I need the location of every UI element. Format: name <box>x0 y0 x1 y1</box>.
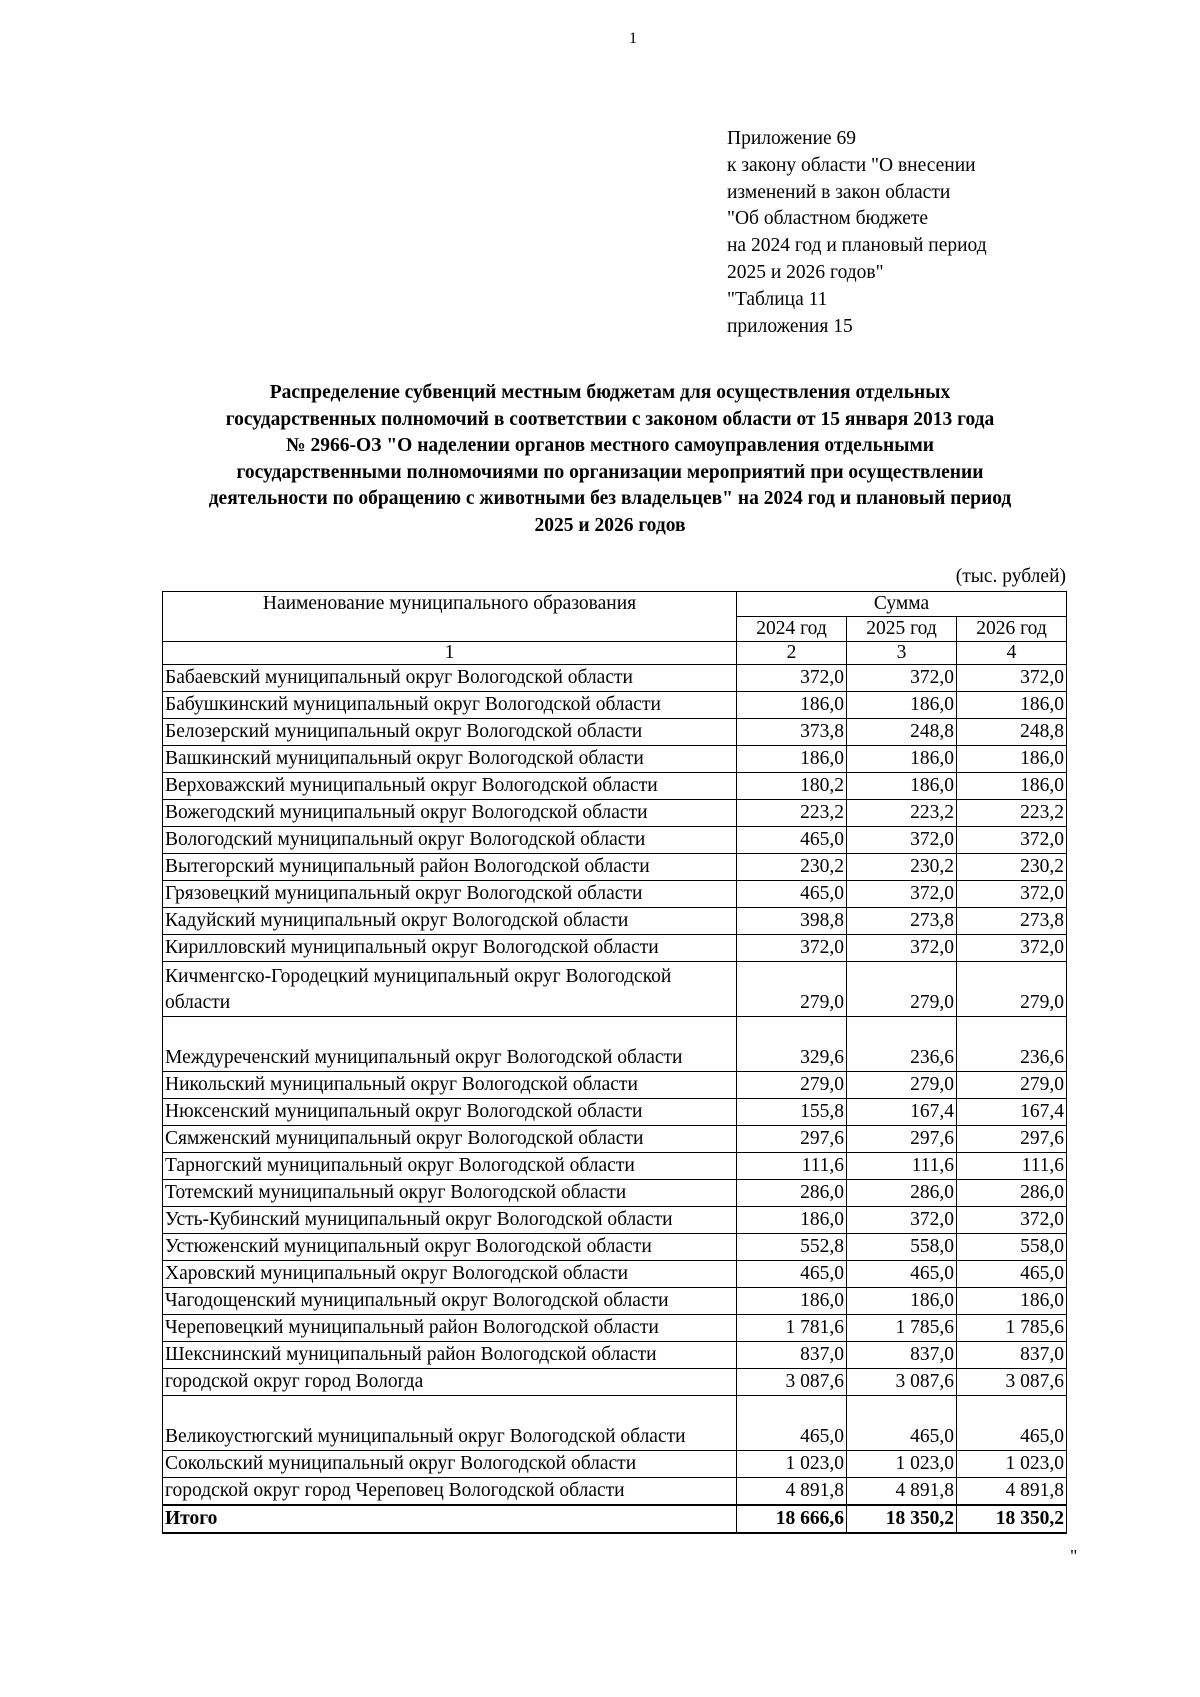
row-value-2024: 465,0 <box>737 827 847 854</box>
table-row <box>163 1153 1067 1180</box>
annex-line: Приложение 69 <box>727 128 857 149</box>
title-line: деятельности по обращению с животными без владельцев" на 2024 год и плановый период <box>208 488 1012 509</box>
total-label: Итого <box>163 1505 737 1533</box>
table-row <box>163 1451 1067 1478</box>
row-value-2025: 248,8 <box>847 719 957 746</box>
column-number: 2 <box>737 642 847 665</box>
row-name: Вологодский муниципальный округ Вологодской области <box>163 827 737 854</box>
row-value-2025: 167,4 <box>847 1099 957 1126</box>
row-value-2024: 279,0 <box>737 962 847 1017</box>
header-name-col: Наименование муниципального образования <box>163 592 737 642</box>
table-row <box>163 719 1067 746</box>
annex-line: приложения 15 <box>727 315 853 337</box>
row-value-2025: 372,0 <box>847 665 957 692</box>
row-value-2025: 186,0 <box>847 1288 957 1315</box>
row-value-2025: 372,0 <box>847 935 957 962</box>
table-row <box>163 692 1067 719</box>
row-name: Харовский муниципальный округ Вологодской области <box>163 1261 737 1288</box>
page-mark: 1 <box>629 30 637 47</box>
row-value-2026: 372,0 <box>957 1207 1067 1234</box>
row-value-2025: 230,2 <box>847 854 957 881</box>
row-value-2026: 372,0 <box>957 935 1067 962</box>
row-value-2024: 552,8 <box>737 1234 847 1261</box>
row-name: Бабушкинский муниципальный округ Вологодской области <box>163 692 737 719</box>
title-line: Распределение субвенций местным бюджетам для осуществления отдельных <box>269 382 951 403</box>
row-name: Великоустюгский муниципальный округ Вологодской области <box>163 1396 737 1451</box>
annex-line: на 2024 год и плановый период <box>727 235 987 257</box>
table-row <box>163 1369 1067 1396</box>
row-value-2026: 1 023,0 <box>957 1451 1067 1478</box>
title-line: государственных полномочий в соответствии с законом области от 15 января 2013 года <box>225 408 995 430</box>
units-label: (тыс. рублей) <box>955 566 1066 587</box>
table-row <box>163 1342 1067 1369</box>
row-value-2025: 837,0 <box>847 1342 957 1369</box>
table-row <box>163 1017 1067 1072</box>
row-value-2025: 111,6 <box>847 1153 957 1180</box>
row-value-2025: 372,0 <box>847 827 957 854</box>
annex-line: к закону области "О внесении <box>727 154 976 176</box>
row-name: Чагодощенский муниципальный округ Вологодской области <box>163 1288 737 1315</box>
total-2025: 18 350,2 <box>847 1505 957 1533</box>
row-value-2026: 186,0 <box>957 746 1067 773</box>
row-value-2024: 1 781,6 <box>737 1315 847 1342</box>
row-name: Междуреченский муниципальный округ Вологодской области <box>163 1017 737 1072</box>
row-value-2024: 465,0 <box>737 1396 847 1451</box>
row-value-2026: 465,0 <box>957 1261 1067 1288</box>
row-value-2025: 186,0 <box>847 692 957 719</box>
row-value-2025: 186,0 <box>847 746 957 773</box>
row-value-2025: 3 087,6 <box>847 1369 957 1396</box>
row-name: Вытегорский муниципальный район Вологодской области <box>163 854 737 881</box>
title-line: № 2966-ОЗ "О наделении органов местного самоуправления отдельными <box>286 435 934 456</box>
row-name: Усть-Кубинский муниципальный округ Вологодской области <box>163 1207 737 1234</box>
row-value-2024: 837,0 <box>737 1342 847 1369</box>
row-value-2026: 111,6 <box>957 1153 1067 1180</box>
row-value-2026: 236,6 <box>957 1017 1067 1072</box>
column-numbers-row <box>163 642 1067 665</box>
table-row <box>163 1072 1067 1099</box>
title-line: государственными полномочиями по организации мероприятий при осуществлении <box>236 461 984 483</box>
row-value-2024: 155,8 <box>737 1099 847 1126</box>
row-value-2025: 286,0 <box>847 1180 957 1207</box>
table-row <box>163 908 1067 935</box>
row-name: Грязовецкий муниципальный округ Вологодской области <box>163 881 737 908</box>
row-value-2026: 372,0 <box>957 665 1067 692</box>
row-value-2025: 372,0 <box>847 1207 957 1234</box>
row-value-2024: 4 891,8 <box>737 1478 847 1506</box>
total-row <box>163 1505 1067 1533</box>
row-name: Верховажский муниципальный округ Вологодской области <box>163 773 737 800</box>
row-value-2026: 1 785,6 <box>957 1315 1067 1342</box>
table-row <box>163 773 1067 800</box>
row-value-2026: 372,0 <box>957 827 1067 854</box>
row-name: городской округ город Вологда <box>163 1369 737 1396</box>
row-value-2024: 465,0 <box>737 1261 847 1288</box>
row-value-2025: 465,0 <box>847 1261 957 1288</box>
table-row <box>163 1180 1067 1207</box>
row-value-2026: 372,0 <box>957 881 1067 908</box>
row-value-2025: 4 891,8 <box>847 1478 957 1506</box>
table-row <box>163 935 1067 962</box>
row-name: Никольский муниципальный округ Вологодской области <box>163 1072 737 1099</box>
header-year-2025: 2025 год <box>847 617 957 642</box>
row-value-2026: 186,0 <box>957 1288 1067 1315</box>
row-value-2026: 286,0 <box>957 1180 1067 1207</box>
row-value-2025: 297,6 <box>847 1126 957 1153</box>
row-value-2024: 111,6 <box>737 1153 847 1180</box>
row-value-2025: 465,0 <box>847 1396 957 1451</box>
row-value-2025: 1 023,0 <box>847 1451 957 1478</box>
row-value-2024: 297,6 <box>737 1126 847 1153</box>
row-value-2024: 186,0 <box>737 1288 847 1315</box>
row-value-2024: 223,2 <box>737 800 847 827</box>
row-name: Нюксенский муниципальный округ Вологодской области <box>163 1099 737 1126</box>
row-value-2026: 223,2 <box>957 800 1067 827</box>
table-row <box>163 1261 1067 1288</box>
row-value-2024: 186,0 <box>737 1207 847 1234</box>
row-value-2024: 372,0 <box>737 665 847 692</box>
row-name: Бабаевский муниципальный округ Вологодской области <box>163 665 737 692</box>
table-row <box>163 1234 1067 1261</box>
table-row <box>163 827 1067 854</box>
row-value-2026: 273,8 <box>957 908 1067 935</box>
row-value-2024: 398,8 <box>737 908 847 935</box>
table-row <box>163 746 1067 773</box>
row-value-2024: 286,0 <box>737 1180 847 1207</box>
row-value-2024: 180,2 <box>737 773 847 800</box>
table-row <box>163 854 1067 881</box>
row-value-2024: 329,6 <box>737 1017 847 1072</box>
closing-quote: " <box>1070 1546 1078 1566</box>
row-value-2024: 465,0 <box>737 881 847 908</box>
row-name: Вожегодский муниципальный округ Вологодской области <box>163 800 737 827</box>
row-name: Кирилловский муниципальный округ Вологодской области <box>163 935 737 962</box>
table-row <box>163 1099 1067 1126</box>
row-value-2024: 1 023,0 <box>737 1451 847 1478</box>
row-value-2026: 230,2 <box>957 854 1067 881</box>
document-title <box>150 380 1070 539</box>
row-value-2025: 186,0 <box>847 773 957 800</box>
row-value-2026: 837,0 <box>957 1342 1067 1369</box>
row-value-2026: 558,0 <box>957 1234 1067 1261</box>
row-value-2026: 279,0 <box>957 962 1067 1017</box>
row-value-2024: 279,0 <box>737 1072 847 1099</box>
annex-line: "Таблица 11 <box>727 288 828 310</box>
header-sum-col: Сумма <box>737 592 1067 617</box>
row-value-2025: 372,0 <box>847 881 957 908</box>
row-value-2024: 186,0 <box>737 692 847 719</box>
table-row <box>163 1478 1067 1506</box>
table-header-row <box>163 592 1067 617</box>
annex-note <box>727 126 987 340</box>
row-value-2026: 297,6 <box>957 1126 1067 1153</box>
row-value-2025: 279,0 <box>847 1072 957 1099</box>
row-name: Кадуйский муниципальный округ Вологодской области <box>163 908 737 935</box>
row-value-2026: 4 891,8 <box>957 1478 1067 1506</box>
row-name: городской округ город Череповец Вологодской области <box>163 1478 737 1506</box>
row-value-2024: 372,0 <box>737 935 847 962</box>
title-line: 2025 и 2026 годов <box>534 514 686 536</box>
table-row <box>163 800 1067 827</box>
row-name: Череповецкий муниципальный район Вологодской области <box>163 1315 737 1342</box>
row-name: Кичменгско-Городецкий муниципальный округ Вологодской области <box>163 962 737 1017</box>
row-value-2025: 1 785,6 <box>847 1315 957 1342</box>
table-row <box>163 1126 1067 1153</box>
row-value-2025: 279,0 <box>847 962 957 1017</box>
total-2026: 18 350,2 <box>957 1505 1067 1533</box>
row-name: Вашкинский муниципальный округ Вологодской области <box>163 746 737 773</box>
total-2024: 18 666,6 <box>737 1505 847 1533</box>
row-value-2026: 167,4 <box>957 1099 1067 1126</box>
table-row <box>163 962 1067 1017</box>
annex-line: изменений в закон области <box>727 181 951 203</box>
annex-line: "Об областном бюджете <box>727 208 929 230</box>
row-value-2025: 273,8 <box>847 908 957 935</box>
row-value-2026: 279,0 <box>957 1072 1067 1099</box>
row-value-2024: 373,8 <box>737 719 847 746</box>
row-value-2026: 465,0 <box>957 1396 1067 1451</box>
row-value-2025: 558,0 <box>847 1234 957 1261</box>
row-value-2025: 236,6 <box>847 1017 957 1072</box>
row-value-2026: 3 087,6 <box>957 1369 1067 1396</box>
table-row <box>163 1315 1067 1342</box>
row-value-2026: 186,0 <box>957 773 1067 800</box>
row-name: Белозерский муниципальный округ Вологодской области <box>163 719 737 746</box>
annex-line: 2025 и 2026 годов" <box>727 261 884 283</box>
table-row <box>163 881 1067 908</box>
table-row <box>163 1288 1067 1315</box>
row-value-2025: 223,2 <box>847 800 957 827</box>
table-row <box>163 665 1067 692</box>
row-name: Устюженский муниципальный округ Вологодской области <box>163 1234 737 1261</box>
row-value-2024: 3 087,6 <box>737 1369 847 1396</box>
header-year-2026: 2026 год <box>957 617 1067 642</box>
row-value-2024: 230,2 <box>737 854 847 881</box>
header-year-2024: 2024 год <box>737 617 847 642</box>
row-value-2026: 248,8 <box>957 719 1067 746</box>
column-number: 3 <box>847 642 957 665</box>
table-row <box>163 1396 1067 1451</box>
row-value-2026: 186,0 <box>957 692 1067 719</box>
row-name: Шекснинский муниципальный район Вологодской области <box>163 1342 737 1369</box>
row-name: Тотемский муниципальный округ Вологодской области <box>163 1180 737 1207</box>
subvention-table <box>162 591 1067 1534</box>
row-value-2024: 186,0 <box>737 746 847 773</box>
column-number: 4 <box>957 642 1067 665</box>
column-number: 1 <box>163 642 737 665</box>
row-name: Тарногский муниципальный округ Вологодской области <box>163 1153 737 1180</box>
row-name: Сямженский муниципальный округ Вологодской области <box>163 1126 737 1153</box>
row-name: Сокольский муниципальный округ Вологодской области <box>163 1451 737 1478</box>
table-row <box>163 1207 1067 1234</box>
